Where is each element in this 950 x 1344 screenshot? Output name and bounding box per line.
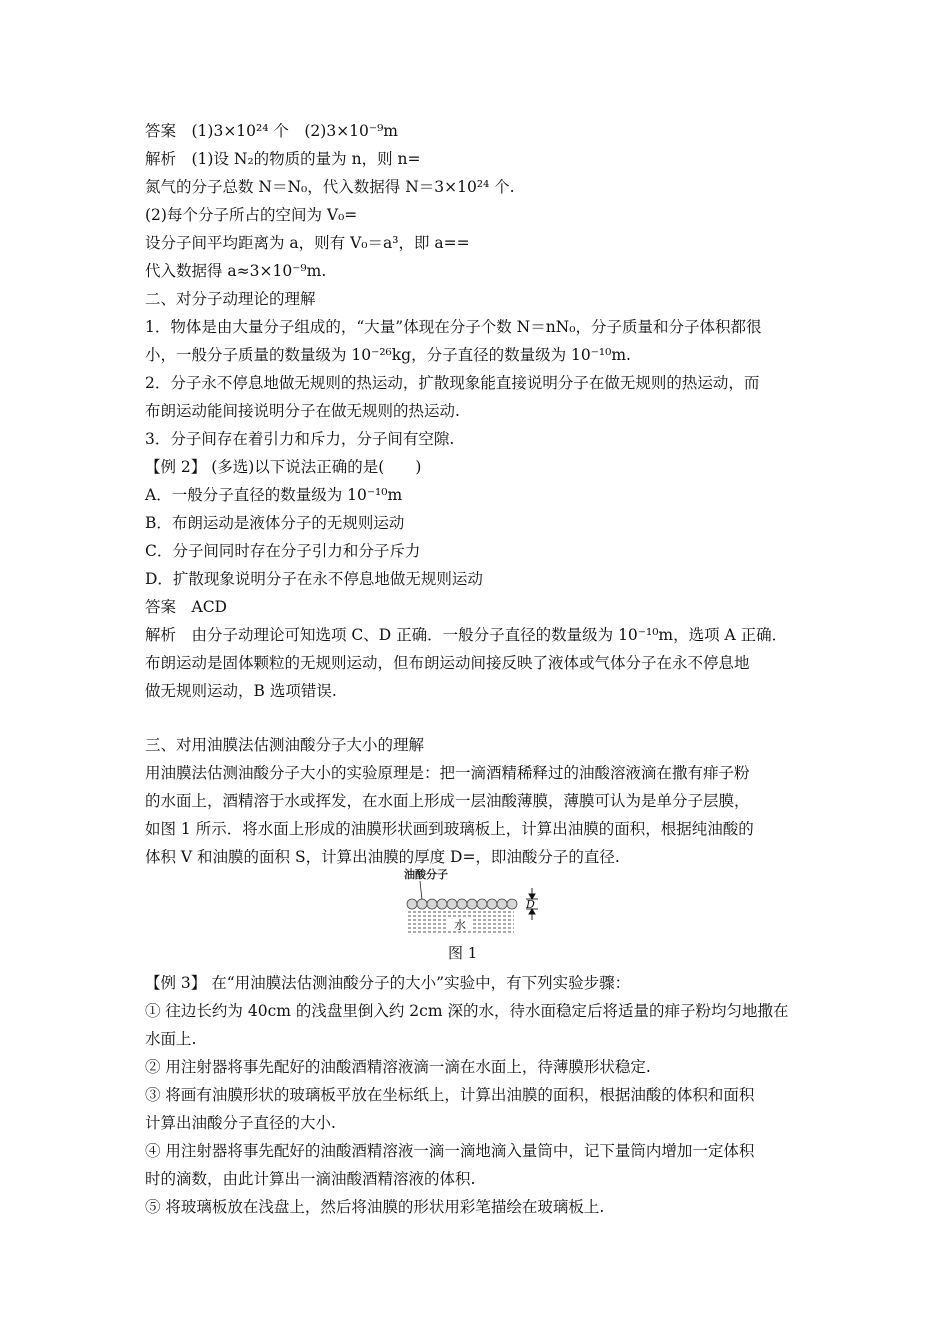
paragraph-line: 体积 V 和油膜的面积 S，计算出油膜的厚度 D=，即油酸分子的直径. [145,848,620,866]
solution-2-line: 布朗运动是固体颗粒的无规则运动，但布朗运动间接反映了液体或气体分子在永不停息地 [145,654,750,672]
solution-1-line: 解析 (1)设 N₂的物质的量为 n，则 n= [145,150,421,168]
step-line: 水面上. [145,1030,197,1048]
solution-2-line: 做无规则运动，B 选项错误. [145,682,337,700]
step-line: 时的滴数，由此计算出一滴油酸酒精溶液的体积. [145,1170,476,1188]
option-d: D．扩散现象说明分子在永不停息地做无规则运动 [145,570,483,588]
solution-2-line: 解析 由分子动理论可知选项 C、D 正确．一般分子直径的数量级为 10⁻¹⁰m，选项 A 正确． [145,626,788,644]
section-3-heading: 三、对用油膜法估测油酸分子大小的理解 [145,736,425,754]
paragraph-line: 1．物体是由大量分子组成的，“大量”体现在分子个数 N＝nN₀，分子质量和分子体积都很 [145,318,762,336]
molecules [407,899,517,909]
example-3-question: 【例 3】 在“用油膜法估测油酸分子的大小”实验中，有下列实验步骤： [145,974,631,992]
answer-1: 答案 (1)3×10²⁴ 个 (2)3×10⁻⁹m [145,122,399,140]
paragraph-line: 如图 1 所示．将水面上形成的油膜形状画到玻璃板上，计算出油膜的面积，根据纯油酸的 [145,820,754,838]
option-a: A．一般分子直径的数量级为 10⁻¹⁰m [145,486,403,504]
solution-1-line: 氮气的分子总数 N＝N₀，代入数据得 N＝3×10²⁴ 个. [145,178,515,196]
step-line: ③ 将画有油膜形状的玻璃板平放在坐标纸上，计算出油膜的面积，根据油酸的体积和面积 [145,1086,755,1104]
thickness-label: D [526,898,535,911]
figure-caption: 图 1 [448,944,478,962]
solution-1-line: 代入数据得 a≈3×10⁻⁹m. [145,262,327,280]
step-line: ④ 用注射器将事先配好的油酸酒精溶液一滴一滴地滴入量筒中，记下量筒内增加一定体积 [145,1142,755,1160]
solution-1-line: 设分子间平均距离为 a，则有 V₀＝a³，即 a== [145,234,470,252]
oil-film-diagram [400,866,550,946]
paragraph-line: 布朗运动能间接说明分子在做无规则的热运动. [145,402,460,420]
step-line: ① 往边长约为 40cm 的浅盘里倒入约 2cm 深的水，待水面稳定后将适量的痱子粉均匀地撒在 [145,1002,789,1020]
paragraph-line: 的水面上，酒精溶于水或挥发，在水面上形成一层油酸薄膜，薄膜可认为是单分子层膜， [145,792,750,810]
paragraph-line: 2．分子永不停息地做无规则的热运动，扩散现象能直接说明分子在做无规则的热运动，而 [145,374,760,392]
step-line: ⑤ 将玻璃板放在浅盘上，然后将油膜的形状用彩笔描绘在玻璃板上. [145,1198,605,1216]
example-2-question: 【例 2】 (多选)以下说法正确的是( ) [145,458,422,476]
paragraph-line: 小，一般分子质量的数量级为 10⁻²⁶kg，分子直径的数量级为 10⁻¹⁰m. [145,346,631,364]
paragraph-line: 3．分子间存在着引力和斥力，分子间有空隙. [145,430,455,448]
molecule-label: 油酸分子 [404,868,448,881]
option-c: C．分子间同时存在分子引力和分子斥力 [145,542,421,560]
step-line: 计算出油酸分子直径的大小. [145,1114,336,1132]
section-2-heading: 二、对分子动理论的理解 [145,290,316,308]
water-label: 水 [454,918,467,932]
solution-1-line: (2)每个分子所占的空间为 V₀= [145,206,358,224]
step-line: ② 用注射器将事先配好的油酸酒精溶液滴一滴在水面上，待薄膜形状稳定. [145,1058,651,1076]
answer-2: 答案 ACD [145,598,227,616]
paragraph-line: 用油膜法估测油酸分子大小的实验原理是：把一滴酒精稀释过的油酸溶液滴在撒有痱子粉 [145,764,750,782]
option-b: B．布朗运动是液体分子的无规则运动 [145,514,405,532]
